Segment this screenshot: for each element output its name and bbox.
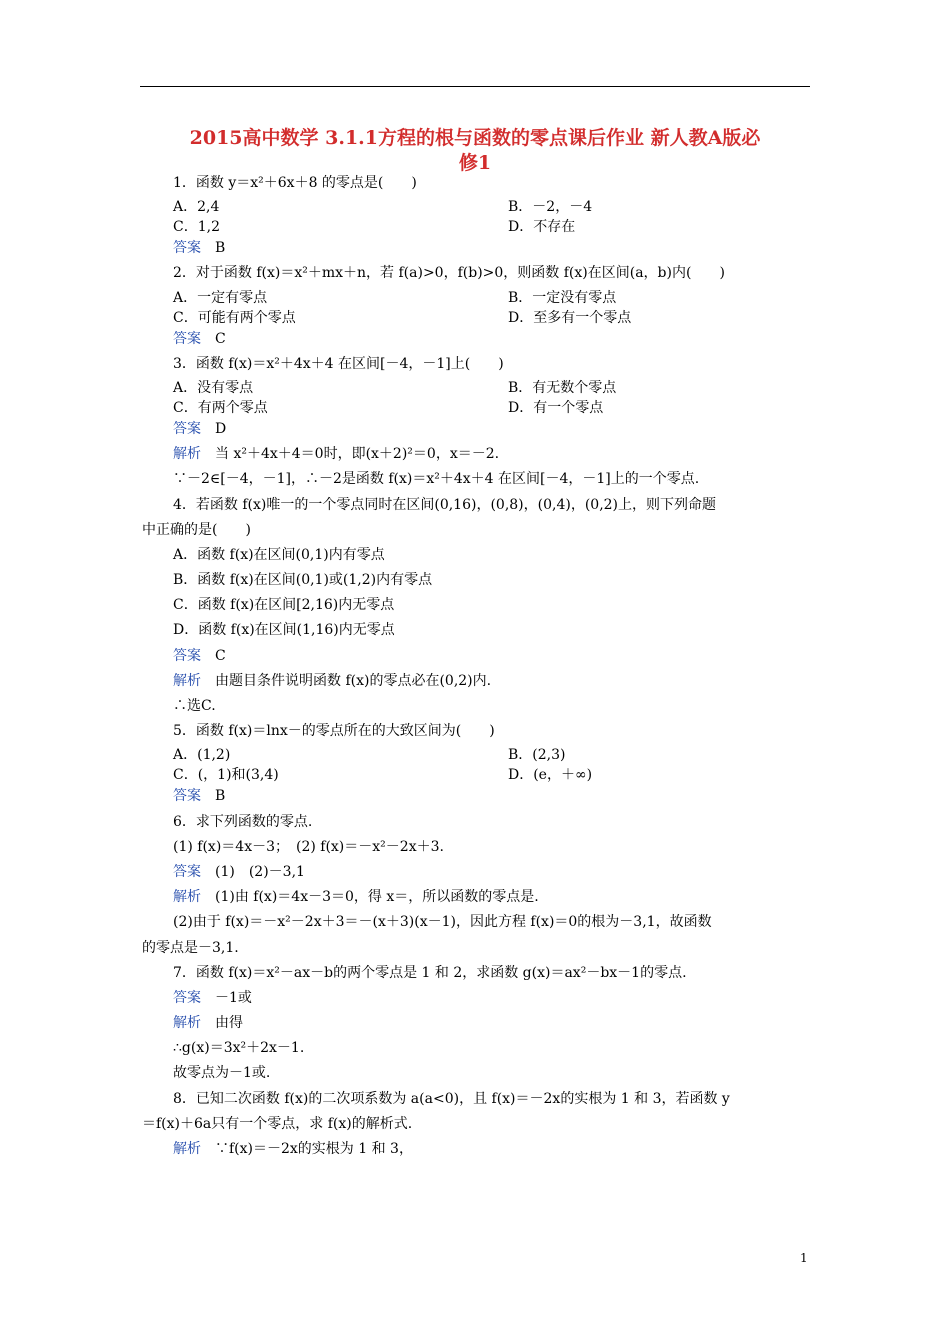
q7-explanation-1 [142,1011,810,1036]
q5-stem: 5．函数 f(x)＝lnx－的零点所在的大致区间为( ) [173,723,495,740]
q8-explanation-1 [142,1137,810,1162]
explanation-text: 由题目条件说明函数 f(x)的零点必在(0,2)内. [201,672,492,689]
explanation-text: 当 x²＋4x＋4＝0时，即(x＋2)²＝0，x＝－2. [201,446,500,463]
q4-option-b: B．函数 f(x)在区间(0,1)或(1,2)内有零点 [173,572,433,589]
q3-options-cd [142,397,810,417]
answer-value: D [201,420,227,437]
q2-option-a: A．一定有零点 [173,289,268,306]
q7-explanation-3: 故零点为－1或. [173,1065,271,1082]
answer-label: 答案 [173,240,201,257]
q8-stem-2: ＝f(x)＋6a只有一个零点，求 f(x)的解析式. [142,1115,413,1132]
answer-label: 答案 [173,330,201,347]
q8-stem-1: 8．已知二次函数 f(x)的二次项系数为 a(a<0)，且 f(x)＝－2x的实根为 1 和 3，若函数 y [173,1090,730,1107]
title-line-1: 2015高中数学 3.1.1方程的根与函数的零点课后作业 新人教A版必 [189,127,761,149]
q1-option-d: D．不存在 [508,219,576,236]
q6-stem: 6．求下列函数的零点. [173,813,313,830]
q1-option-c: C．1,2 [173,219,220,236]
q1-option-b: B．－2，－4 [508,199,593,216]
q5-option-a: A．(1,2) [173,747,231,764]
q7-stem: 7．函数 f(x)＝x²－ax－b的两个零点是 1 和 2，求函数 g(x)＝ax²－bx－1的零点. [173,964,687,981]
answer-value: C [201,330,226,347]
q2-stem: 2．对于函数 f(x)＝x²＋mx＋n，若 f(a)>0，f(b)>0，则函数 f(x)在区间(a，b)内( ) [173,265,725,282]
answer-value: C [201,647,226,664]
q4-stem-1: 4．若函数 f(x)唯一的一个零点同时在区间(0,16)，(0,8)，(0,4)，(0,2)上，则下列命题 [173,496,717,513]
q4-option-a: A．函数 f(x)在区间(0,1)内有零点 [173,546,385,563]
q3-options-ab [142,377,810,397]
q6-subquestions: (1) f(x)＝4x－3； (2) f(x)＝－x²－2x＋3. [173,838,444,855]
answer-label: 答案 [173,989,201,1006]
answer-value: B [201,788,226,805]
answer-label: 答案 [173,647,201,664]
answer-value: (1) (2)－3,1 [201,863,305,880]
answer-value: B [201,240,226,257]
explanation-label: 解析 [173,1141,201,1157]
q4-explanation-2: ∴选C. [173,698,216,714]
q7-answer [142,986,810,1011]
page-number: 1 [800,1251,808,1265]
explanation-text: (1)由 f(x)＝4x－3＝0，得 x＝，所以函数的零点是. [201,889,539,906]
q6-explanation-3: 的零点是－3,1. [142,939,239,956]
q5-option-b: B．(2,3) [508,747,566,764]
q2-options-cd [142,307,810,327]
title-line-2: 修1 [458,152,492,174]
q2-answer [142,327,810,352]
q6-answer [142,860,810,885]
q4-answer [142,644,810,669]
answer-value: －1或 [201,989,252,1006]
q3-option-b: B．有无数个零点 [508,379,617,396]
answer-label: 答案 [173,788,201,805]
q1-options-ab [142,196,810,216]
q5-answer [142,784,810,809]
q2-option-b: B．一定没有零点 [508,289,617,306]
explanation-text: ∵f(x)＝－2x的实根为 1 和 3， [201,1141,413,1157]
q6-explanation-1 [142,885,810,910]
q4-stem-2: 中正确的是( ) [142,521,251,538]
answer-label: 答案 [173,863,201,880]
q1-options-cd [142,216,810,236]
q2-options-ab [142,287,810,307]
q5-option-c: C．(，1)和(3,4) [173,767,279,784]
header-rule [140,86,810,87]
q2-option-d: D．至多有一个零点 [508,309,632,326]
explanation-label: 解析 [173,1015,201,1032]
q3-option-a: A．没有零点 [173,379,254,396]
q7-explanation-2: ∴g(x)＝3x²＋2x－1. [173,1040,305,1057]
q3-answer [142,417,810,442]
document-title [140,126,810,176]
q4-option-d: D．函数 f(x)在区间(1,16)内无零点 [173,622,395,639]
q5-options-cd [142,764,810,784]
q2-option-c: C．可能有两个零点 [173,309,296,326]
q1-stem: 1．函数 y＝x²＋6x＋8 的零点是( ) [173,175,417,191]
q3-explanation-2: ∵－2∈[－4，－1]，∴－2是函数 f(x)＝x²＋4x＋4 在区间[－4，－1]上的一个零点. [173,471,700,488]
q1-answer [142,236,810,261]
q3-explanation-1 [142,442,810,467]
answer-label: 答案 [173,420,201,437]
q3-stem: 3．函数 f(x)＝x²＋4x＋4 在区间[－4，－1]上( ) [173,355,504,372]
q5-options-ab [142,744,810,764]
q4-explanation-1 [142,669,810,694]
q3-option-d: D．有一个零点 [508,399,604,416]
q1-option-a: A．2,4 [173,199,220,216]
explanation-label: 解析 [173,672,201,689]
q4-option-c: C．函数 f(x)在区间[2,16)内无零点 [173,597,395,614]
explanation-label: 解析 [173,889,201,906]
q3-option-c: C．有两个零点 [173,399,268,416]
q5-option-d: D．(e，＋∞) [508,767,593,784]
explanation-label: 解析 [173,446,201,463]
document-body [142,171,810,1162]
q6-explanation-2: (2)由于 f(x)＝－x²－2x＋3＝－(x＋3)(x－1)，因此方程 f(x)＝0的根为－3,1，故函数 [173,914,712,931]
explanation-text: 由得 [201,1015,243,1032]
